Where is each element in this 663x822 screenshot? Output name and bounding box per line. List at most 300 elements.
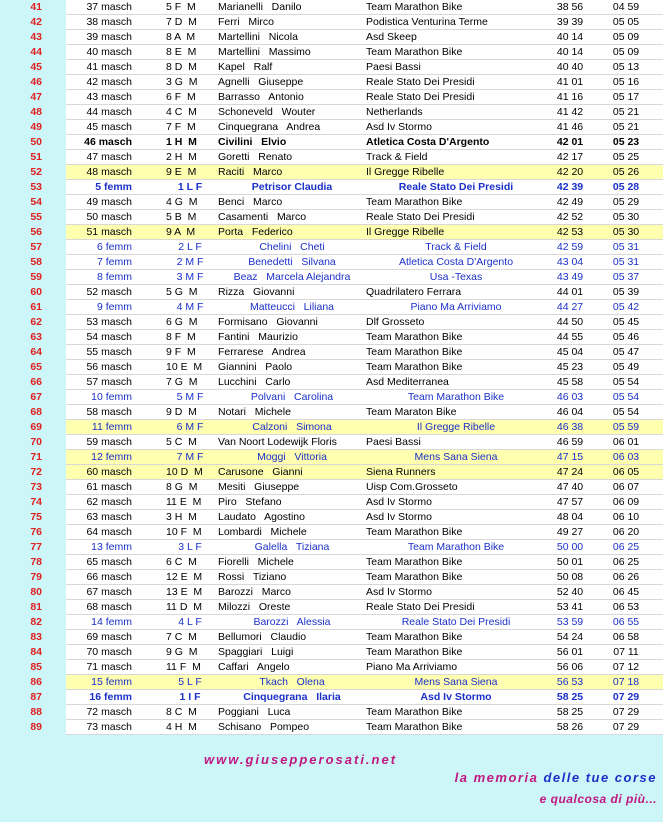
table-row [0, 690, 663, 705]
pace-cell: 07 29 [612, 721, 640, 733]
gender-rank-cell: 13 femm [91, 541, 132, 553]
position-cell: 82 [30, 616, 42, 628]
position-cell: 63 [30, 331, 42, 343]
athlete-name-cell: Milozzi Oreste [218, 601, 291, 613]
gender-rank-cell: 58 masch [86, 406, 132, 418]
time-cell: 43 04 [556, 256, 584, 268]
team-cell: Team Marathon Bike [366, 556, 463, 568]
pace-cell: 05 13 [612, 61, 640, 73]
team-cell: Reale Stato Dei Presidi [366, 76, 475, 88]
time-cell: 42 01 [556, 136, 584, 148]
table-row [0, 570, 663, 585]
gender-rank-cell: 57 masch [86, 376, 132, 388]
table-row [0, 135, 663, 150]
athlete-name-cell: Casamenti Marco [218, 211, 307, 223]
time-cell: 47 24 [556, 466, 584, 478]
category-cell: 7 D M [166, 16, 197, 28]
category-cell: 7 C M [166, 631, 197, 643]
athlete-name-cell: Barozzi Marco [218, 586, 291, 598]
position-cell: 54 [30, 196, 42, 208]
table-row [0, 210, 663, 225]
table-row [0, 330, 663, 345]
team-cell: Team Marathon Bike [366, 46, 463, 58]
time-cell: 58 25 [556, 691, 584, 703]
gender-rank-cell: 15 femm [91, 676, 132, 688]
time-cell: 46 04 [556, 406, 584, 418]
athlete-name-cell: Goretti Renato [218, 151, 293, 163]
time-cell: 42 20 [556, 166, 584, 178]
table-row [0, 420, 663, 435]
tagline [455, 770, 657, 785]
team-cell: Reale Stato Dei Presidi [366, 601, 475, 613]
table-row [0, 105, 663, 120]
time-cell: 44 55 [556, 331, 584, 343]
category-cell: 8 C M [166, 706, 197, 718]
athlete-name-cell: Giannini Paolo [218, 361, 293, 373]
athlete-name-cell: Tkach Olena [259, 676, 325, 688]
category-cell: 10 D M [166, 466, 203, 478]
time-cell: 44 01 [556, 286, 584, 298]
athlete-name-cell: Petrisor Claudia [251, 181, 333, 193]
position-cell: 89 [30, 721, 42, 733]
category-cell: 5 G M [166, 286, 198, 298]
team-cell: Siena Runners [366, 466, 436, 478]
time-cell: 41 01 [556, 76, 584, 88]
gender-rank-cell: 55 masch [86, 346, 132, 358]
pace-cell: 05 46 [612, 331, 640, 343]
table-row [0, 60, 663, 75]
pace-cell: 05 26 [612, 166, 640, 178]
position-cell: 79 [30, 571, 42, 583]
position-cell: 47 [30, 91, 42, 103]
category-cell: 5 L F [178, 676, 202, 688]
category-cell: 5 M F [176, 391, 204, 403]
pace-cell: 05 54 [612, 406, 640, 418]
pace-cell: 06 25 [612, 541, 640, 553]
position-cell: 80 [30, 586, 42, 598]
athlete-name-cell: Notari Michele [218, 406, 291, 418]
table-row [0, 150, 663, 165]
table-row [0, 225, 663, 240]
gender-rank-cell: 42 masch [86, 76, 132, 88]
gender-rank-cell: 50 masch [86, 211, 132, 223]
table-row [0, 435, 663, 450]
team-cell: Team Marathon Bike [366, 196, 463, 208]
athlete-name-cell: Polvani Carolina [250, 391, 334, 403]
athlete-name-cell: Piro Stefano [218, 496, 282, 508]
pace-cell: 05 49 [612, 361, 640, 373]
pace-cell: 05 39 [612, 286, 640, 298]
athlete-name-cell: Bellumori Claudio [218, 631, 307, 643]
position-cell: 66 [30, 376, 42, 388]
category-cell: 1 I F [179, 691, 201, 703]
category-cell: 8 E M [166, 46, 197, 58]
pace-cell: 05 28 [612, 181, 640, 193]
category-cell: 1 H M [166, 136, 197, 148]
gender-rank-cell: 68 masch [86, 601, 132, 613]
gender-rank-cell: 52 masch [86, 286, 132, 298]
time-cell: 48 04 [556, 511, 584, 523]
table-row [0, 630, 663, 645]
table-row [0, 120, 663, 135]
category-cell: 9 G M [166, 646, 198, 658]
time-cell: 47 15 [556, 451, 584, 463]
time-cell: 47 57 [556, 496, 584, 508]
pace-cell: 07 11 [613, 646, 639, 658]
category-cell: 4 G M [166, 196, 198, 208]
category-cell: 9 F M [166, 346, 196, 358]
pace-cell: 05 30 [612, 226, 640, 238]
time-cell: 50 08 [556, 571, 584, 583]
pace-cell: 05 45 [612, 316, 640, 328]
time-cell: 42 53 [556, 226, 584, 238]
pace-cell: 05 42 [612, 301, 640, 313]
time-cell: 45 23 [556, 361, 584, 373]
gender-rank-cell: 70 masch [86, 646, 132, 658]
team-cell: Team Marathon Bike [366, 631, 463, 643]
team-cell: Asd Iv Stormo [366, 121, 432, 133]
team-cell: Team Marathon Bike [366, 526, 463, 538]
team-cell: Il Gregge Ribelle [366, 226, 445, 238]
pace-cell: 05 59 [612, 421, 640, 433]
position-cell: 49 [30, 121, 42, 133]
team-cell: Asd Skeep [366, 31, 417, 43]
team-cell: Reale Stato Dei Presidi [366, 211, 475, 223]
gender-rank-cell: 62 masch [86, 496, 132, 508]
athlete-name-cell: Fantini Maurizio [218, 331, 298, 343]
gender-rank-cell: 56 masch [86, 361, 132, 373]
athlete-name-cell: Martellini Nicola [218, 31, 298, 43]
athlete-name-cell: Marianelli Danilo [218, 1, 302, 13]
pace-cell: 04 59 [612, 1, 640, 13]
table-row [0, 495, 663, 510]
gender-rank-cell: 6 femm [96, 241, 132, 253]
athlete-name-cell: Benedetti Silvana [248, 256, 336, 268]
table-row [0, 45, 663, 60]
team-cell: Mens Sana Siena [414, 451, 498, 463]
table-row [0, 300, 663, 315]
athlete-name-cell: Caffari Angelo [218, 661, 290, 673]
gender-rank-cell: 8 femm [96, 271, 132, 283]
athlete-name-cell: Raciti Marco [218, 166, 283, 178]
athlete-name-cell: Civilini Elvio [218, 136, 287, 148]
pace-cell: 05 31 [612, 256, 640, 268]
pace-cell: 06 20 [612, 526, 640, 538]
category-cell: 3 L F [178, 541, 202, 553]
team-cell: Team Maraton Bike [366, 406, 457, 418]
position-cell: 81 [30, 601, 42, 613]
position-cell: 41 [30, 1, 42, 13]
time-cell: 46 59 [556, 436, 584, 448]
pace-cell: 06 53 [612, 601, 640, 613]
position-cell: 85 [30, 661, 42, 673]
athlete-name-cell: Moggi Vittoria [257, 451, 327, 463]
gender-rank-cell: 71 masch [86, 661, 132, 673]
gender-rank-cell: 46 masch [84, 136, 132, 148]
category-cell: 8 F M [166, 331, 196, 343]
team-cell: Team Marathon Bike [366, 706, 463, 718]
gender-rank-cell: 49 masch [86, 196, 132, 208]
table-row [0, 180, 663, 195]
category-cell: 5 C M [166, 436, 197, 448]
team-cell: Team Marathon Bike [366, 346, 463, 358]
time-cell: 40 14 [556, 46, 584, 58]
pace-cell: 05 54 [612, 391, 640, 403]
athlete-name-cell: Formisano Giovanni [218, 316, 318, 328]
time-cell: 45 58 [556, 376, 584, 388]
time-cell: 42 17 [556, 151, 584, 163]
pace-cell: 07 12 [612, 661, 640, 673]
footer [0, 740, 663, 822]
gender-rank-cell: 53 masch [86, 316, 132, 328]
position-cell: 45 [30, 61, 42, 73]
category-cell: 13 E M [166, 586, 203, 598]
gender-rank-cell: 37 masch [86, 1, 132, 13]
table-row [0, 285, 663, 300]
position-cell: 42 [30, 16, 42, 28]
position-cell: 52 [30, 166, 42, 178]
pace-cell: 05 29 [612, 196, 640, 208]
team-cell: Mens Sana Siena [414, 676, 498, 688]
athlete-name-cell: Porta Federico [218, 226, 293, 238]
gender-rank-cell: 16 femm [89, 691, 132, 703]
table-row [0, 615, 663, 630]
position-cell: 60 [30, 286, 42, 298]
pace-cell: 05 25 [612, 151, 640, 163]
pace-cell: 06 05 [612, 466, 640, 478]
category-cell: 10 F M [166, 526, 202, 538]
category-cell: 3 G M [166, 76, 198, 88]
team-cell: Asd Iv Stormo [366, 496, 432, 508]
table-row [0, 255, 663, 270]
pace-cell: 06 26 [612, 571, 640, 583]
team-cell: Asd Iv Stormo [366, 511, 432, 523]
pace-cell: 05 05 [612, 16, 640, 28]
athlete-name-cell: Galella Tiziana [254, 541, 330, 553]
table-row [0, 480, 663, 495]
time-cell: 42 49 [556, 196, 584, 208]
category-cell: 11 D M [166, 601, 202, 613]
table-row [0, 345, 663, 360]
time-cell: 44 27 [556, 301, 584, 313]
tagline-part-b: delle tue corse [543, 770, 657, 785]
athlete-name-cell: Schoneveld Wouter [218, 106, 316, 118]
gender-rank-cell: 69 masch [86, 631, 132, 643]
category-cell: 9 E M [166, 166, 197, 178]
time-cell: 40 14 [556, 31, 584, 43]
gender-rank-cell: 47 masch [86, 151, 132, 163]
time-cell: 47 40 [556, 481, 584, 493]
category-cell: 7 F M [166, 121, 196, 133]
category-cell: 8 A M [166, 31, 196, 43]
tagline-part-a: la memoria [454, 770, 539, 785]
athlete-name-cell: Kapel Ralf [218, 61, 273, 73]
time-cell: 44 50 [556, 316, 584, 328]
time-cell: 56 53 [556, 676, 584, 688]
position-cell: 55 [30, 211, 42, 223]
position-cell: 75 [30, 511, 42, 523]
team-cell: Team Marathon Bike [407, 541, 505, 553]
time-cell: 53 41 [556, 601, 584, 613]
position-cell: 87 [30, 691, 42, 703]
team-cell: Atletica Costa D'Argento [398, 256, 514, 268]
table-row [0, 15, 663, 30]
pace-cell: 07 18 [612, 676, 640, 688]
position-cell: 59 [30, 271, 42, 283]
table-row [0, 270, 663, 285]
position-cell: 56 [30, 226, 42, 238]
team-cell: Team Marathon Bike [366, 571, 463, 583]
category-cell: 8 D M [166, 61, 197, 73]
gender-rank-cell: 66 masch [86, 571, 132, 583]
team-cell: Asd Iv Stormo [366, 586, 432, 598]
category-cell: 11 E M [166, 496, 202, 508]
time-cell: 56 06 [556, 661, 584, 673]
position-cell: 70 [30, 436, 42, 448]
site-url-link[interactable]: www.giusepperosati.net [204, 752, 398, 767]
gender-rank-cell: 7 femm [96, 256, 132, 268]
gender-rank-cell: 51 masch [86, 226, 132, 238]
category-cell: 4 M F [176, 301, 204, 313]
gender-rank-cell: 43 masch [86, 91, 132, 103]
athlete-name-cell: Ferri Mirco [218, 16, 274, 28]
gender-rank-cell: 40 masch [86, 46, 132, 58]
position-cell: 88 [30, 706, 42, 718]
team-cell: Uisp Com.Grosseto [366, 481, 458, 493]
pace-cell: 06 03 [612, 451, 640, 463]
time-cell: 45 04 [556, 346, 584, 358]
table-row [0, 450, 663, 465]
time-cell: 41 42 [556, 106, 584, 118]
category-cell: 5 B M [166, 211, 197, 223]
pace-cell: 06 01 [612, 436, 640, 448]
time-cell: 58 26 [556, 721, 584, 733]
category-cell: 3 H M [166, 511, 197, 523]
athlete-name-cell: Carusone Gianni [218, 466, 303, 478]
position-cell: 43 [30, 31, 42, 43]
pace-cell: 05 21 [612, 121, 640, 133]
category-cell: 10 E M [166, 361, 203, 373]
time-cell: 43 49 [556, 271, 584, 283]
position-cell: 51 [30, 151, 42, 163]
gender-rank-cell: 60 masch [86, 466, 132, 478]
table-row [0, 660, 663, 675]
time-cell: 41 16 [556, 91, 584, 103]
category-cell: 6 M F [176, 421, 204, 433]
pace-cell: 06 10 [612, 511, 640, 523]
athlete-name-cell: Rossi Tiziano [218, 571, 287, 583]
team-cell: Piano Ma Arriviamo [366, 661, 458, 673]
table-row [0, 30, 663, 45]
position-cell: 69 [30, 421, 42, 433]
table-row [0, 540, 663, 555]
team-cell: Podistica Venturina Terme [366, 16, 488, 28]
category-cell: 2 H M [166, 151, 197, 163]
athlete-name-cell: Ferrarese Andrea [218, 346, 306, 358]
table-row [0, 375, 663, 390]
time-cell: 50 01 [556, 556, 584, 568]
athlete-name-cell: Calzoni Simona [252, 421, 332, 433]
gender-rank-cell: 48 masch [86, 166, 132, 178]
table-row [0, 585, 663, 600]
position-cell: 50 [30, 136, 42, 148]
team-cell: Team Marathon Bike [366, 646, 463, 658]
position-cell: 53 [30, 181, 42, 193]
table-row [0, 600, 663, 615]
category-cell: 1 L F [177, 181, 203, 193]
pace-cell: 05 31 [612, 241, 640, 253]
team-cell: Dlf Grosseto [366, 316, 425, 328]
time-cell: 41 46 [556, 121, 584, 133]
pace-cell: 05 17 [612, 91, 640, 103]
gender-rank-cell: 12 femm [91, 451, 132, 463]
gender-rank-cell: 11 femm [91, 421, 132, 433]
time-cell: 39 39 [556, 16, 584, 28]
pace-cell: 05 23 [612, 136, 640, 148]
gender-rank-cell: 9 femm [96, 301, 132, 313]
category-cell: 4 H M [166, 721, 197, 733]
position-cell: 68 [30, 406, 42, 418]
position-cell: 65 [30, 361, 42, 373]
team-cell: Team Marathon Bike [407, 391, 505, 403]
athlete-name-cell: Fiorelli Michele [218, 556, 294, 568]
gender-rank-cell: 44 masch [86, 106, 132, 118]
time-cell: 42 52 [556, 211, 584, 223]
athlete-name-cell: Mesiti Giuseppe [218, 481, 300, 493]
time-cell: 58 25 [556, 706, 584, 718]
position-cell: 78 [30, 556, 42, 568]
pace-cell: 06 55 [612, 616, 640, 628]
team-cell: Netherlands [366, 106, 423, 118]
time-cell: 54 24 [556, 631, 584, 643]
time-cell: 46 03 [556, 391, 584, 403]
category-cell: 4 C M [166, 106, 197, 118]
category-cell: 5 F M [166, 1, 196, 13]
time-cell: 40 40 [556, 61, 584, 73]
athlete-name-cell: Cinquegrana Ilaria [243, 691, 341, 703]
athlete-name-cell: Matteucci Liliana [249, 301, 335, 313]
table-row [0, 510, 663, 525]
table-row [0, 705, 663, 720]
table-row [0, 165, 663, 180]
table-row [0, 90, 663, 105]
position-cell: 83 [30, 631, 42, 643]
time-cell: 56 01 [556, 646, 584, 658]
athlete-name-cell: Poggiani Luca [218, 706, 291, 718]
category-cell: 7 G M [166, 376, 198, 388]
table-row [0, 75, 663, 90]
athlete-name-cell: Lombardi Michele [218, 526, 307, 538]
team-cell: Team Marathon Bike [366, 721, 463, 733]
athlete-name-cell: Chelini Cheti [259, 241, 325, 253]
time-cell: 42 39 [556, 181, 584, 193]
athlete-name-cell: Agnelli Giuseppe [218, 76, 304, 88]
time-cell: 53 59 [556, 616, 584, 628]
position-cell: 62 [30, 316, 42, 328]
team-cell: Track & Field [366, 151, 428, 163]
athlete-name-cell: Rizza Giovanni [218, 286, 295, 298]
gender-rank-cell: 38 masch [86, 16, 132, 28]
table-row [0, 0, 663, 15]
pace-cell: 05 47 [612, 346, 640, 358]
time-cell: 38 56 [556, 1, 584, 13]
athlete-name-cell: Schisano Pompeo [218, 721, 310, 733]
team-cell: Asd Mediterranea [366, 376, 449, 388]
team-cell: Reale Stato Dei Presidi [366, 91, 475, 103]
category-cell: 6 C M [166, 556, 197, 568]
category-cell: 8 G M [166, 481, 198, 493]
athlete-name-cell: Lucchini Carlo [218, 376, 291, 388]
